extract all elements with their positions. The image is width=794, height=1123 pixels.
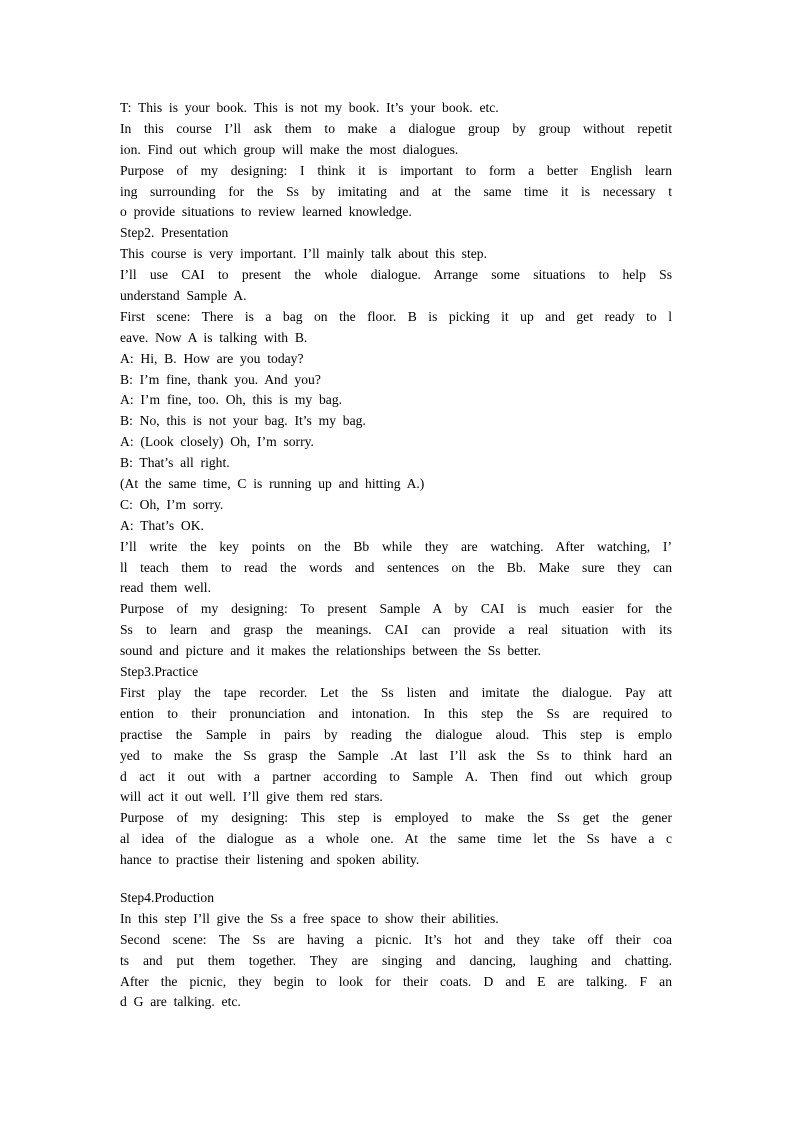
section-heading: Step2. Presentation — [120, 225, 229, 241]
document-body — [120, 98, 672, 1013]
text-line: al idea of the dialogue as a whole one. At the same time let the Ss have a c — [120, 831, 672, 847]
blank-line — [120, 871, 672, 888]
text-line: d act it out with a partner according to Sample A. Then find out which group — [120, 768, 672, 784]
stage-direction: (At the same time, C is running up and hitting A.) — [120, 476, 425, 492]
text-line: First scene: There is a bag on the floor. B is picking it up and get ready to l — [120, 308, 672, 324]
text-line: Purpose of my designing: I think it is important to form a better English learn — [120, 162, 672, 178]
text-line: Purpose of my designing: This step is employed to make the Ss get the gener — [120, 810, 672, 826]
text-line: Ss to learn and grasp the meanings. CAI can provide a real situation with its — [120, 622, 672, 638]
text-line: In this step I’ll give the Ss a free space to show their abilities. — [120, 910, 499, 926]
text-line: eave. Now A is talking with B. — [120, 329, 308, 345]
text-line: understand Sample A. — [120, 288, 247, 304]
dialogue-line: B: That’s all right. — [120, 455, 230, 471]
dialogue-line: A: (Look closely) Oh, I’m sorry. — [120, 434, 314, 450]
text-line: hance to practise their listening and spoken ability. — [120, 852, 420, 868]
text-line: This course is very important. I’ll mainly talk about this step. — [120, 246, 487, 262]
dialogue-line: A: I’m fine, too. Oh, this is my bag. — [120, 392, 343, 408]
section-heading: Step4.Production — [120, 889, 215, 905]
dialogue-line: B: I’m fine, thank you. And you? — [120, 371, 321, 387]
dialogue-line: B: No, this is not your bag. It’s my bag. — [120, 413, 366, 429]
text-line: ll teach them to read the words and sentences on the Bb. Make sure they can — [120, 559, 672, 575]
text-line: Purpose of my designing: To present Sample A by CAI is much easier for the — [120, 601, 672, 617]
section-heading: Step3.Practice — [120, 664, 199, 680]
text-line: read them well. — [120, 580, 211, 596]
text-line: d G are talking. etc. — [120, 994, 241, 1010]
text-line: T: This is your book. This is not my book. It’s your book. etc. — [120, 100, 499, 115]
text-line: ing surrounding for the Ss by imitating and at the same time it is necessary t — [120, 183, 672, 199]
text-line: ention to their pronunciation and intonation. In this step the Ss are required to — [120, 705, 672, 721]
text-line: ts and put them together. They are singing and dancing, laughing and chatting. — [120, 952, 672, 968]
text-line: ion. Find out which group will make the most dialogues. — [120, 141, 459, 157]
text-line: I’ll write the key points on the Bb while they are watching. After watching, I’ — [120, 538, 672, 554]
text-line: sound and picture and it makes the relationships between the Ss better. — [120, 643, 541, 659]
text-line: o provide situations to review learned knowledge. — [120, 204, 412, 220]
text-line: I’ll use CAI to present the whole dialogue. Arrange some situations to help Ss — [120, 267, 672, 283]
dialogue-line: A: That’s OK. — [120, 517, 204, 533]
dialogue-line: A: Hi, B. How are you today? — [120, 350, 304, 366]
text-line: yed to make the Ss grasp the Sample .At last I’ll ask the Ss to think hard an — [120, 747, 672, 763]
dialogue-line: C: Oh, I’m sorry. — [120, 496, 224, 512]
text-line: After the picnic, they begin to look for their coats. D and E are talking. F an — [120, 973, 672, 989]
text-line: Second scene: The Ss are having a picnic. It’s hot and they take off their coa — [120, 931, 672, 947]
text-line: practise the Sample in pairs by reading the dialogue aloud. This step is emplo — [120, 726, 672, 742]
text-line: First play the tape recorder. Let the Ss listen and imitate the dialogue. Pay att — [120, 684, 672, 700]
text-line: will act it out well. I’ll give them red stars. — [120, 789, 383, 805]
text-line: In this course I’ll ask them to make a dialogue group by group without repetit — [120, 120, 672, 136]
